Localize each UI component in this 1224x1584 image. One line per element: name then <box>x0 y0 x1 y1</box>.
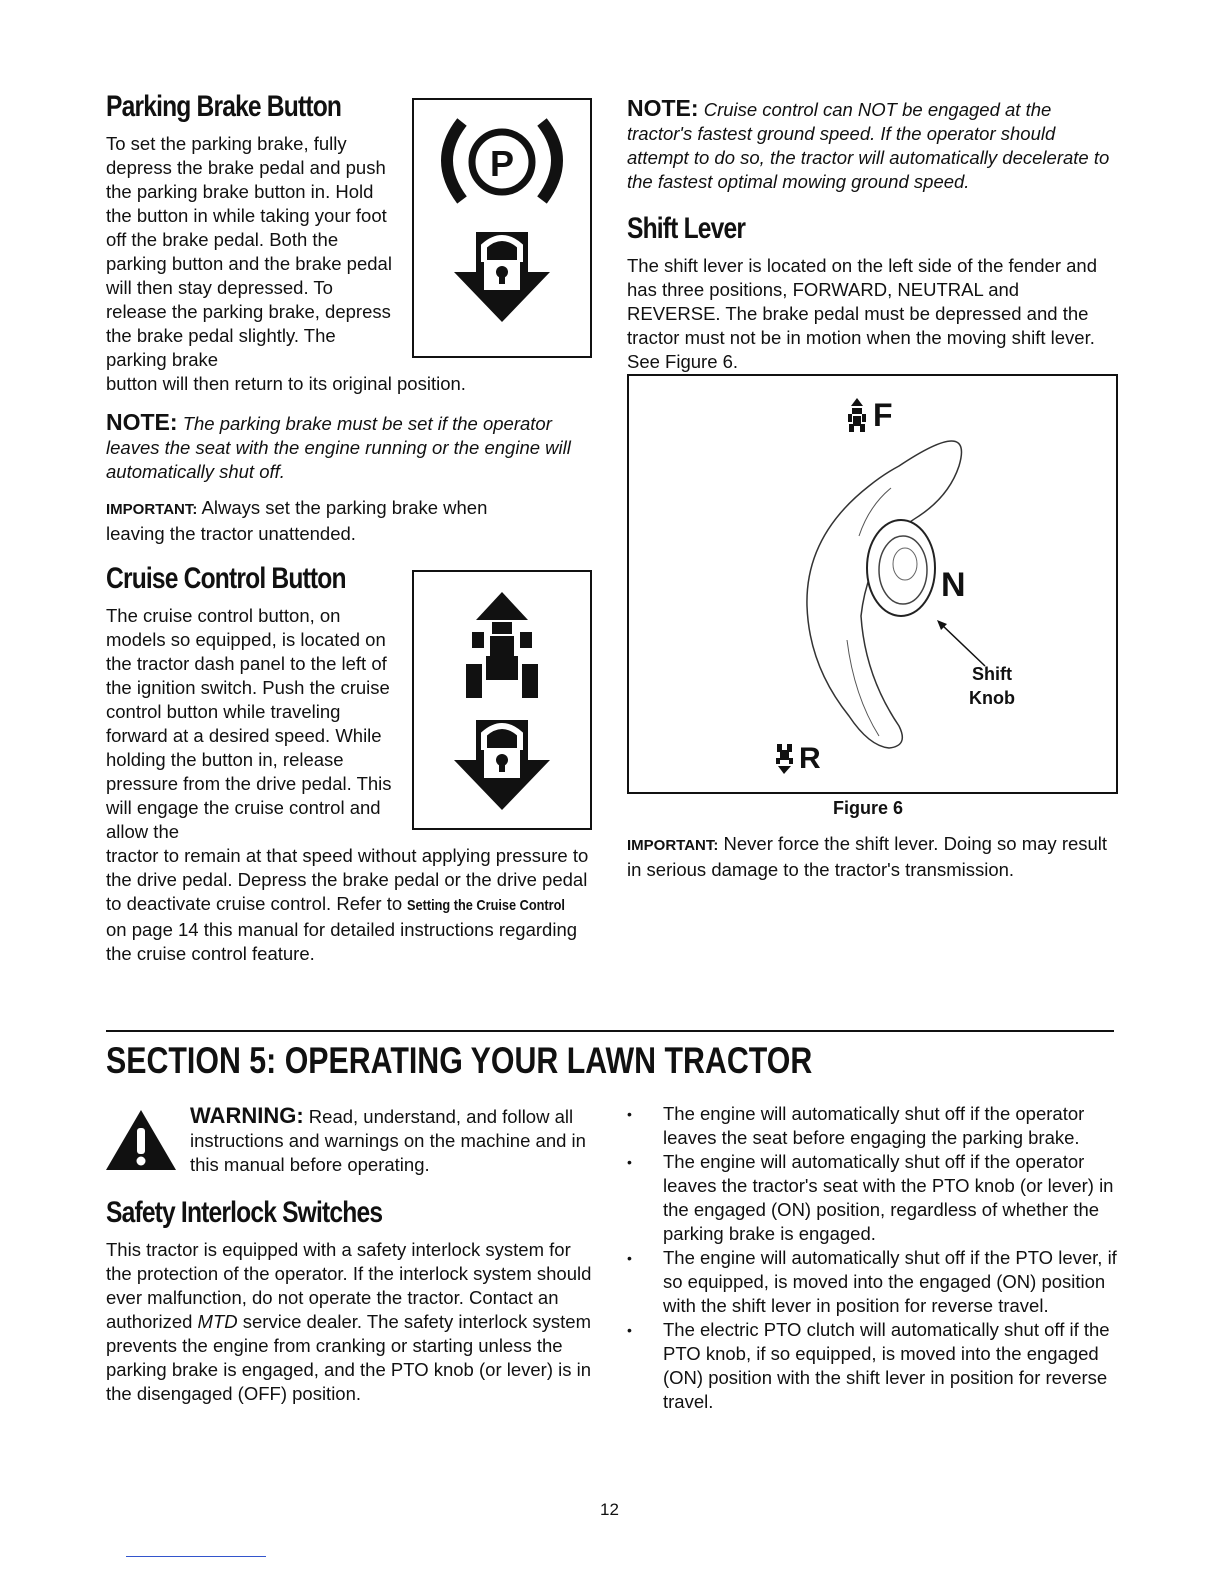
reverse-icon <box>776 744 793 774</box>
list-item: • The electric PTO clutch will automatically shut off if the PTO knob, if so equipped, is moved into the engaged (ON) position with the shift lever in position for reverse travel. <box>627 1318 1117 1414</box>
warning-triangle-icon <box>104 1108 178 1172</box>
interlock-bullet-list <box>627 1102 1117 1414</box>
safety-text-a: This tractor is equipped with a safety interlock system for the protection of the operator. If the interlock system should ever malfunction, do not operate the tractor. Contact an authorized <box>106 1239 592 1332</box>
parking-brake-icon-box <box>412 98 592 358</box>
warning-text: Read, understand, and follow all instructions and warnings on the machine and in this manual before operating. <box>190 1106 586 1175</box>
list-item: • The engine will automatically shut off if the PTO lever, if so equipped, is moved into the engaged (ON) position with the shift lever in position for reverse travel. <box>627 1246 1117 1318</box>
parking-note-text: The parking brake must be set if the operator leaves the seat with the engine running or the engine will automatically shut off. <box>106 413 571 482</box>
cruise-control-paragraph-cont <box>106 844 596 966</box>
cruise-reference: Setting the Cruise Control <box>407 897 566 914</box>
safety-interlock-title: Safety Interlock Switches <box>106 1196 383 1229</box>
safety-interlock-paragraph <box>106 1238 596 1406</box>
figure-6-box <box>627 374 1118 794</box>
fig-label-n: N <box>941 566 966 604</box>
warning-label: WARNING: <box>190 1103 304 1128</box>
parking-important-text: Always set the parking brake when leaving the tractor unattended. <box>106 497 488 544</box>
parking-note <box>106 410 596 484</box>
parking-important <box>106 496 546 546</box>
footer-rule <box>126 1556 266 1557</box>
cruise-note-text: Cruise control can NOT be engaged at the tractor's fastest ground speed. If the operator should attempt to do so, the tractor will automatically decelerate to the fastest optimal mowing ground speed. <box>627 99 1110 192</box>
shift-lever-diagram <box>629 376 1116 792</box>
cruise-note <box>627 96 1117 194</box>
cruise-note-label: NOTE: <box>627 95 699 121</box>
page-number: 12 <box>600 1500 619 1519</box>
fig-label-knob: Knob <box>969 688 1015 708</box>
section-title: SECTION 5: OPERATING YOUR LAWN TRACTOR <box>106 1040 813 1081</box>
cruise-paragraph-c: on page 14 this manual for detailed instructions regarding the cruise control feature. <box>106 919 578 964</box>
shift-important-text: Never force the shift lever. Doing so may result in serious damage to the tractor's transmission. <box>627 833 1108 880</box>
parking-brake-icon <box>414 100 590 356</box>
parking-brake-paragraph: To set the parking brake, fully depress the brake pedal and push the parking brake button in. Hold the button in while taking your foot off the brake pedal. Both the parking button and the brake pedal will then stay depressed. To release the parking brake, depress the brake pedal slightly. The parking brake <box>106 133 392 370</box>
section-divider <box>106 1030 1114 1032</box>
cruise-paragraph-b: tractor to remain at that speed without applying pressure to the drive pedal. Depress the brake pedal or the drive pedal to deactivate cruise control. Refer to <box>106 845 589 914</box>
fig-label-shift: Shift <box>972 664 1012 684</box>
shift-important-label: IMPORTANT: <box>627 837 719 854</box>
shift-lever-title: Shift Lever <box>627 212 746 245</box>
shift-lever-paragraph: The shift lever is located on the left side of the fender and has three positions, FORWARD, NEUTRAL and REVERSE. The brake pedal must be depressed and the tractor must not be in motion when the moving shift lever. See Figure 6. <box>627 255 1097 372</box>
cruise-control-paragraph: The cruise control button, on models so equipped, is located on the tractor dash panel to the left of the ignition switch. Push the cruise control button while traveling forward at a desired speed. While holding the button in, release pressure from the drive pedal. This will engage the cruise control and allow the <box>106 605 392 842</box>
fig-label-r: R <box>799 742 821 775</box>
parking-p-letter: P <box>489 143 515 184</box>
parking-note-label: NOTE: <box>106 409 178 435</box>
parking-important-label: IMPORTANT: <box>106 501 198 518</box>
cruise-control-title: Cruise Control Button <box>106 562 346 595</box>
parking-brake-paragraph-end: button will then return to its original position. <box>106 373 466 394</box>
figure-caption: Figure 6 <box>833 798 904 818</box>
safety-mtd: MTD <box>197 1311 238 1332</box>
warning-text-block <box>190 1104 596 1177</box>
shift-important <box>627 832 1117 882</box>
list-item: • The engine will automatically shut off if the operator leaves the seat before engaging the parking brake. <box>627 1102 1117 1150</box>
parking-brake-title: Parking Brake Button <box>106 90 342 123</box>
cruise-control-icon <box>414 572 590 828</box>
forward-icon <box>848 398 866 432</box>
safety-text-b: service dealer. The safety interlock system prevents the engine from cranking or starting unless the parking brake is engaged, and the PTO knob (or lever) is in the disengaged (OFF) position. <box>106 1311 592 1404</box>
list-item: • The engine will automatically shut off if the operator leaves the tractor's seat with the PTO knob (or lever) in the engaged (ON) position, regardless of whether the parking brake is engaged. <box>627 1150 1117 1246</box>
cruise-control-icon-box <box>412 570 592 830</box>
fig-label-f: F <box>873 397 893 433</box>
